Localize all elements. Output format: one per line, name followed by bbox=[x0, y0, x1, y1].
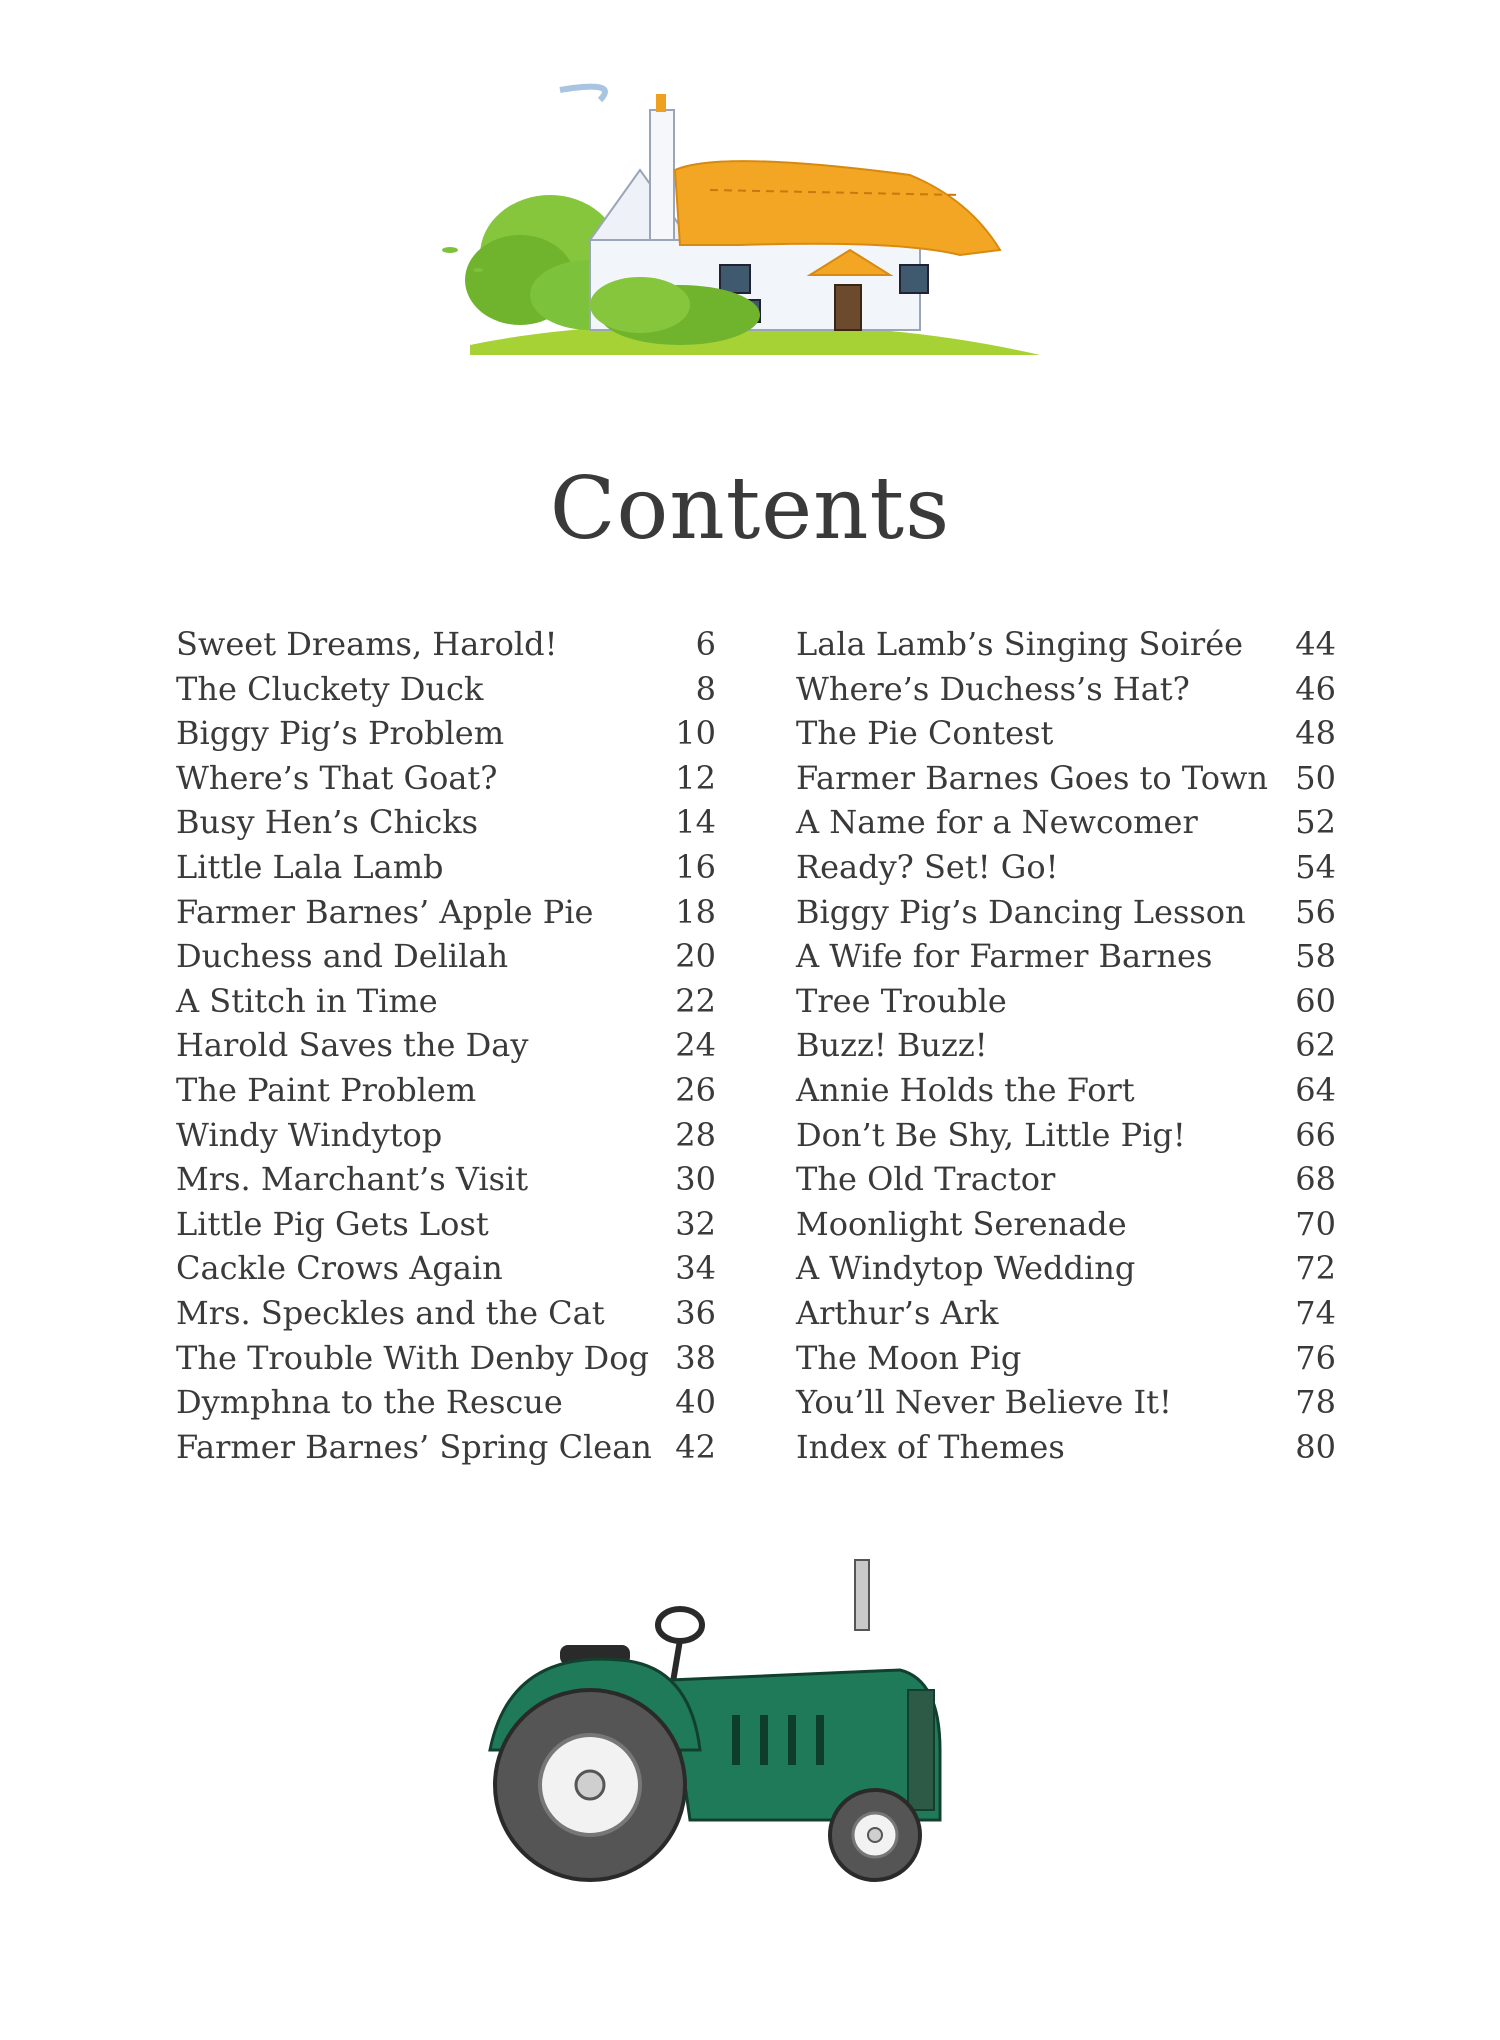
toc-entry-left-16 bbox=[176, 1291, 716, 1336]
toc-entry-title: Farmer Barnes’ Spring Clean bbox=[176, 1427, 652, 1466]
toc-entry-page-number: 56 bbox=[1295, 892, 1336, 931]
toc-entry-title: Mrs. Speckles and the Cat bbox=[176, 1293, 605, 1332]
toc-entry-right-4 bbox=[796, 756, 1336, 801]
toc-entry-page-number: 6 bbox=[695, 625, 716, 663]
toc-entry-title: Biggy Pig’s Dancing Lesson bbox=[796, 892, 1246, 931]
toc-entry-left-19 bbox=[176, 1425, 716, 1470]
toc-entry-page-number: 76 bbox=[1295, 1338, 1336, 1377]
toc-left-column bbox=[176, 622, 716, 1469]
toc-entry-title: Duchess and Delilah bbox=[176, 937, 509, 976]
toc-entry-right-9 bbox=[796, 979, 1336, 1024]
toc-entry-right-13 bbox=[796, 1157, 1336, 1202]
toc-entry-right-10 bbox=[796, 1023, 1336, 1068]
toc-entry-page-number: 16 bbox=[675, 847, 716, 886]
toc-entry-page-number: 54 bbox=[1295, 847, 1336, 886]
toc-entry-title: Moonlight Serenade bbox=[796, 1204, 1127, 1243]
toc-entry-left-4 bbox=[176, 756, 716, 801]
toc-entry-page-number: 28 bbox=[675, 1115, 716, 1154]
toc-entry-right-5 bbox=[796, 800, 1336, 845]
page-title: Contents bbox=[549, 458, 951, 559]
toc-entry-page-number: 40 bbox=[675, 1383, 716, 1422]
toc-entry-title: A Stitch in Time bbox=[176, 981, 438, 1020]
toc-entry-page-number: 62 bbox=[1295, 1026, 1336, 1065]
toc-entry-title: Annie Holds the Fort bbox=[796, 1070, 1135, 1109]
toc-entry-page-number: 20 bbox=[675, 937, 716, 976]
toc-entry-left-5 bbox=[176, 800, 716, 845]
toc-entry-page-number: 22 bbox=[675, 981, 716, 1020]
toc-entry-page-number: 52 bbox=[1295, 803, 1336, 842]
toc-entry-page-number: 30 bbox=[675, 1160, 716, 1199]
tractor-illustration bbox=[470, 1550, 990, 1890]
toc-entry-title: A Windytop Wedding bbox=[796, 1249, 1136, 1288]
toc-entry-title: Don’t Be Shy, Little Pig! bbox=[796, 1115, 1186, 1154]
toc-entry-right-8 bbox=[796, 934, 1336, 979]
toc-entry-right-3 bbox=[796, 711, 1336, 756]
toc-entry-right-18 bbox=[796, 1380, 1336, 1425]
toc-right-column bbox=[796, 622, 1336, 1469]
toc-entry-page-number: 68 bbox=[1295, 1160, 1336, 1199]
toc-entry-right-16 bbox=[796, 1291, 1336, 1336]
toc-entry-right-15 bbox=[796, 1246, 1336, 1291]
toc-entry-left-2 bbox=[176, 667, 716, 712]
toc-entry-title: The Moon Pig bbox=[796, 1338, 1022, 1377]
toc-entry-title: Ready? Set! Go! bbox=[796, 847, 1059, 886]
toc-entry-title: The Trouble With Denby Dog bbox=[176, 1338, 649, 1377]
toc-entry-page-number: 8 bbox=[695, 669, 716, 708]
toc-entry-title: Windy Windytop bbox=[176, 1115, 443, 1154]
toc-entry-title: A Name for a Newcomer bbox=[796, 803, 1198, 842]
toc-entry-left-14 bbox=[176, 1202, 716, 1247]
toc-entry-left-6 bbox=[176, 845, 716, 890]
toc-entry-title: Mrs. Marchant’s Visit bbox=[176, 1160, 529, 1199]
toc-entry-page-number: 46 bbox=[1295, 669, 1336, 708]
toc-entry-title: Arthur’s Ark bbox=[796, 1293, 999, 1332]
toc-entry-page-number: 50 bbox=[1295, 758, 1336, 797]
toc-entry-right-1 bbox=[796, 622, 1336, 667]
toc-entry-page-number: 42 bbox=[675, 1427, 716, 1466]
toc-entry-page-number: 26 bbox=[675, 1070, 716, 1109]
toc-entry-page-number: 80 bbox=[1295, 1427, 1336, 1466]
toc-entry-title: Little Pig Gets Lost bbox=[176, 1204, 489, 1243]
toc-entry-left-11 bbox=[176, 1068, 716, 1113]
toc-entry-left-3 bbox=[176, 711, 716, 756]
toc-entry-left-9 bbox=[176, 979, 716, 1024]
toc-entry-right-19 bbox=[796, 1425, 1336, 1470]
toc-entry-title: A Wife for Farmer Barnes bbox=[796, 937, 1213, 976]
toc-entry-right-12 bbox=[796, 1113, 1336, 1158]
toc-entry-title: The Cluckety Duck bbox=[176, 669, 484, 708]
toc-entry-page-number: 78 bbox=[1295, 1383, 1336, 1422]
toc-entry-title: The Paint Problem bbox=[176, 1070, 477, 1109]
toc-entry-title: Where’s That Goat? bbox=[176, 758, 498, 797]
toc-entry-left-1 bbox=[176, 622, 716, 667]
toc-entry-page-number: 32 bbox=[675, 1204, 716, 1243]
toc-entry-right-7 bbox=[796, 890, 1336, 935]
toc-entry-title: Sweet Dreams, Harold! bbox=[176, 625, 558, 663]
toc-entry-right-2 bbox=[796, 667, 1336, 712]
toc-entry-page-number: 64 bbox=[1295, 1070, 1336, 1109]
toc-entry-page-number: 24 bbox=[675, 1026, 716, 1065]
toc-entry-page-number: 12 bbox=[675, 758, 716, 797]
toc-entry-page-number: 10 bbox=[675, 714, 716, 753]
toc-entry-page-number: 44 bbox=[1295, 625, 1336, 663]
toc-entry-left-10 bbox=[176, 1023, 716, 1068]
toc-entry-title: The Old Tractor bbox=[796, 1160, 1056, 1199]
toc-entry-right-17 bbox=[796, 1336, 1336, 1381]
toc-entry-title: Cackle Crows Again bbox=[176, 1249, 503, 1288]
toc-entry-page-number: 34 bbox=[675, 1249, 716, 1288]
toc-entry-page-number: 18 bbox=[675, 892, 716, 931]
toc-entry-page-number: 72 bbox=[1295, 1249, 1336, 1288]
toc-entry-left-13 bbox=[176, 1157, 716, 1202]
toc-entry-left-18 bbox=[176, 1380, 716, 1425]
toc-entry-title: Dymphna to the Rescue bbox=[176, 1383, 563, 1422]
toc-entry-left-8 bbox=[176, 934, 716, 979]
toc-entry-title: Biggy Pig’s Problem bbox=[176, 714, 505, 753]
toc-entry-title: Busy Hen’s Chicks bbox=[176, 803, 479, 842]
toc-entry-title: You’ll Never Believe It! bbox=[796, 1383, 1172, 1422]
toc-entry-title: Where’s Duchess’s Hat? bbox=[796, 669, 1190, 708]
toc-entry-page-number: 38 bbox=[675, 1338, 716, 1377]
toc-entry-page-number: 70 bbox=[1295, 1204, 1336, 1243]
toc-entry-right-6 bbox=[796, 845, 1336, 890]
toc-entry-left-15 bbox=[176, 1246, 716, 1291]
toc-entry-page-number: 74 bbox=[1295, 1293, 1336, 1332]
toc-entry-title: Lala Lamb’s Singing Soirée bbox=[796, 625, 1244, 663]
cottage-illustration bbox=[440, 80, 1060, 360]
toc-entry-title: The Pie Contest bbox=[796, 714, 1054, 753]
toc-entry-title: Harold Saves the Day bbox=[176, 1026, 529, 1065]
toc-entry-page-number: 58 bbox=[1295, 937, 1336, 976]
toc-entry-title: Tree Trouble bbox=[796, 981, 1007, 1020]
toc-entry-page-number: 48 bbox=[1295, 714, 1336, 753]
toc-entry-left-12 bbox=[176, 1113, 716, 1158]
toc-entry-right-11 bbox=[796, 1068, 1336, 1113]
toc-entry-title: Farmer Barnes Goes to Town bbox=[796, 758, 1268, 797]
toc-entry-left-17 bbox=[176, 1336, 716, 1381]
toc-entry-page-number: 36 bbox=[675, 1293, 716, 1332]
toc-entry-page-number: 14 bbox=[675, 803, 716, 842]
toc-entry-title: Farmer Barnes’ Apple Pie bbox=[176, 892, 594, 931]
toc-entry-title: Little Lala Lamb bbox=[176, 847, 444, 886]
toc-entry-page-number: 60 bbox=[1295, 981, 1336, 1020]
toc-entry-left-7 bbox=[176, 890, 716, 935]
toc-entry-right-14 bbox=[796, 1202, 1336, 1247]
toc-entry-title: Index of Themes bbox=[796, 1427, 1065, 1466]
toc-entry-title: Buzz! Buzz! bbox=[796, 1026, 988, 1065]
toc-entry-page-number: 66 bbox=[1295, 1115, 1336, 1154]
